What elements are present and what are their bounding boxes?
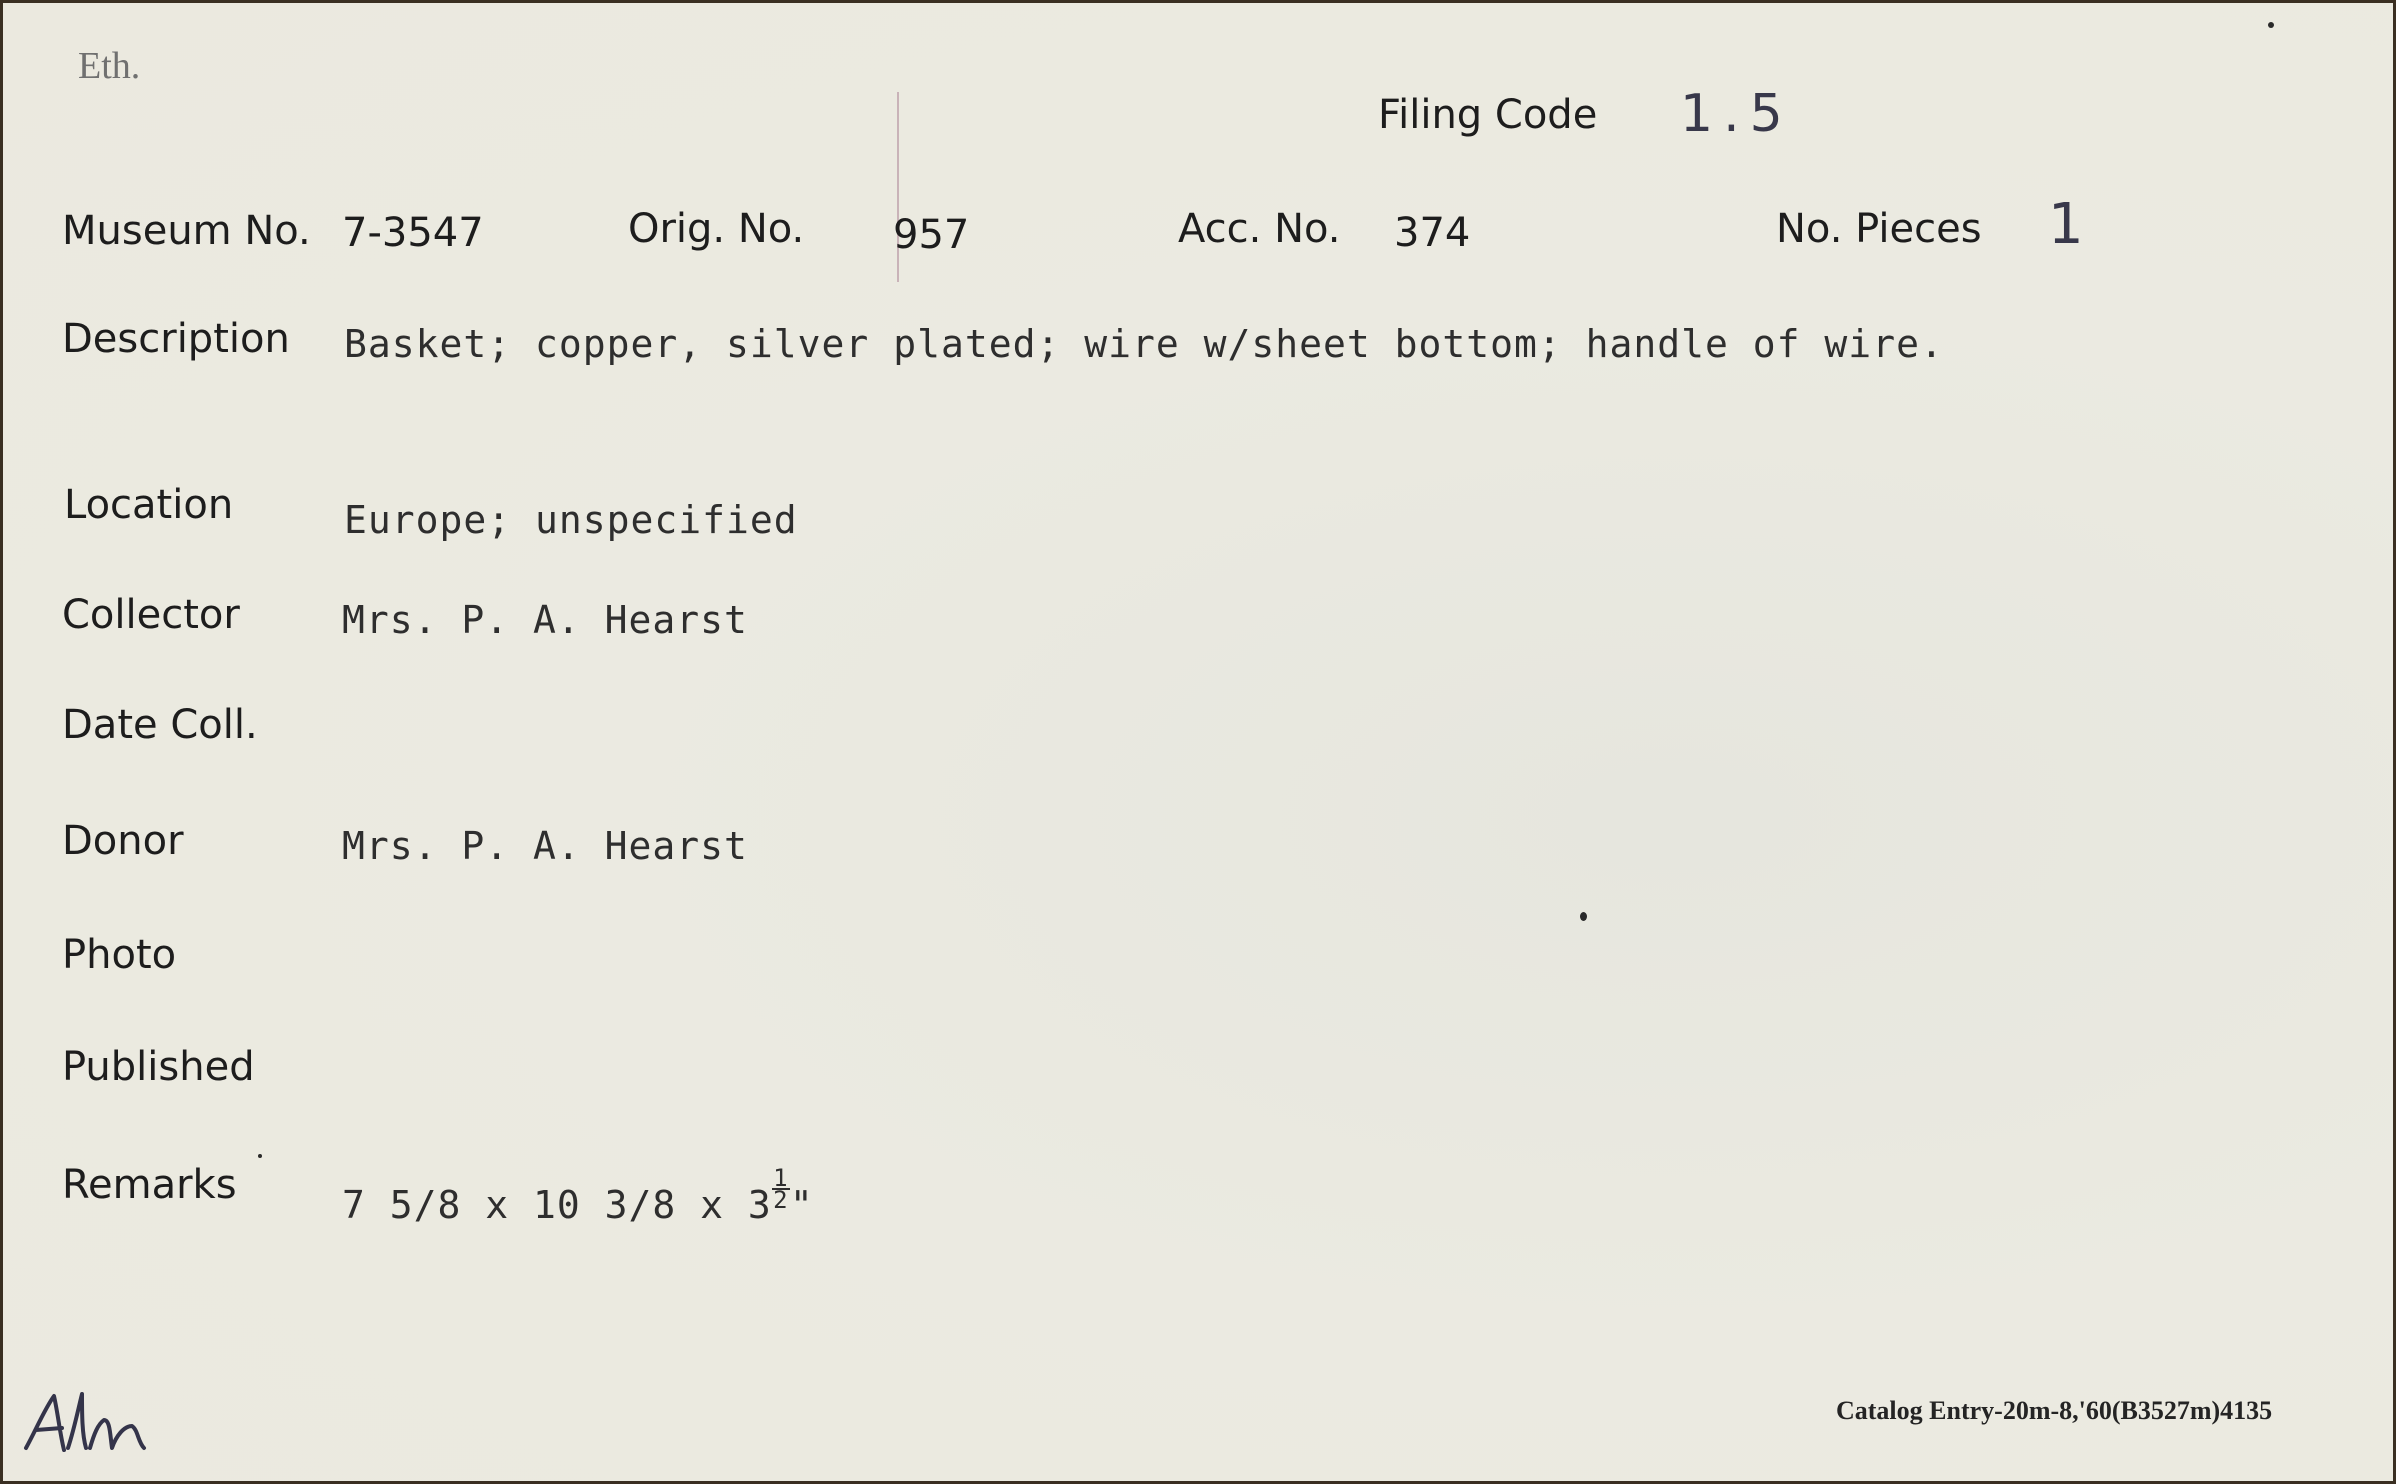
no-pieces-label: No. Pieces bbox=[1776, 206, 1982, 252]
description-label: Description bbox=[62, 316, 290, 362]
donor-label: Donor bbox=[62, 818, 184, 864]
remarks-value bbox=[342, 1164, 814, 1227]
filing-code-value: 1.5 bbox=[1680, 84, 1793, 144]
department-label: Eth. bbox=[78, 45, 141, 87]
filing-code-label: Filing Code bbox=[1378, 92, 1598, 138]
remarks-fraction-numerator: 1 bbox=[773, 1164, 789, 1192]
ink-speck bbox=[258, 1154, 262, 1158]
photo-label: Photo bbox=[62, 932, 177, 978]
description-value: Basket; copper, silver plated; wire w/sheet bottom; handle of wire. bbox=[344, 322, 1944, 366]
ink-speck bbox=[1580, 912, 1587, 921]
no-pieces-value: 1 bbox=[2048, 192, 2084, 257]
acc-no-value: 374 bbox=[1394, 210, 1471, 256]
remarks-fraction-denominator: 2 bbox=[773, 1186, 789, 1214]
orig-no-label: Orig. No. bbox=[628, 206, 805, 252]
remarks-dimensions: 7 5/8 x 10 3/8 x 3 bbox=[342, 1183, 772, 1227]
donor-value: Mrs. P. A. Hearst bbox=[342, 824, 748, 868]
location-label: Location bbox=[64, 482, 234, 528]
acc-no-label: Acc. No. bbox=[1178, 206, 1341, 252]
catalog-entry-footer: Catalog Entry-20m-8,'60(B3527m)4135 bbox=[1836, 1396, 2273, 1425]
date-coll-label: Date Coll. bbox=[62, 702, 258, 748]
remarks-fraction bbox=[772, 1164, 790, 1214]
ink-speck bbox=[2268, 22, 2274, 28]
collector-value: Mrs. P. A. Hearst bbox=[342, 598, 748, 642]
remarks-unit: " bbox=[789, 1183, 814, 1227]
remarks-label: Remarks bbox=[62, 1162, 237, 1208]
collector-label: Collector bbox=[62, 592, 240, 638]
published-label: Published bbox=[62, 1044, 255, 1090]
orig-no-value: 957 bbox=[893, 212, 970, 258]
museum-no-label: Museum No. bbox=[62, 208, 311, 254]
museum-no-value: 7-3547 bbox=[342, 210, 484, 256]
handwritten-initials bbox=[20, 1390, 160, 1460]
location-value: Europe; unspecified bbox=[344, 498, 798, 542]
